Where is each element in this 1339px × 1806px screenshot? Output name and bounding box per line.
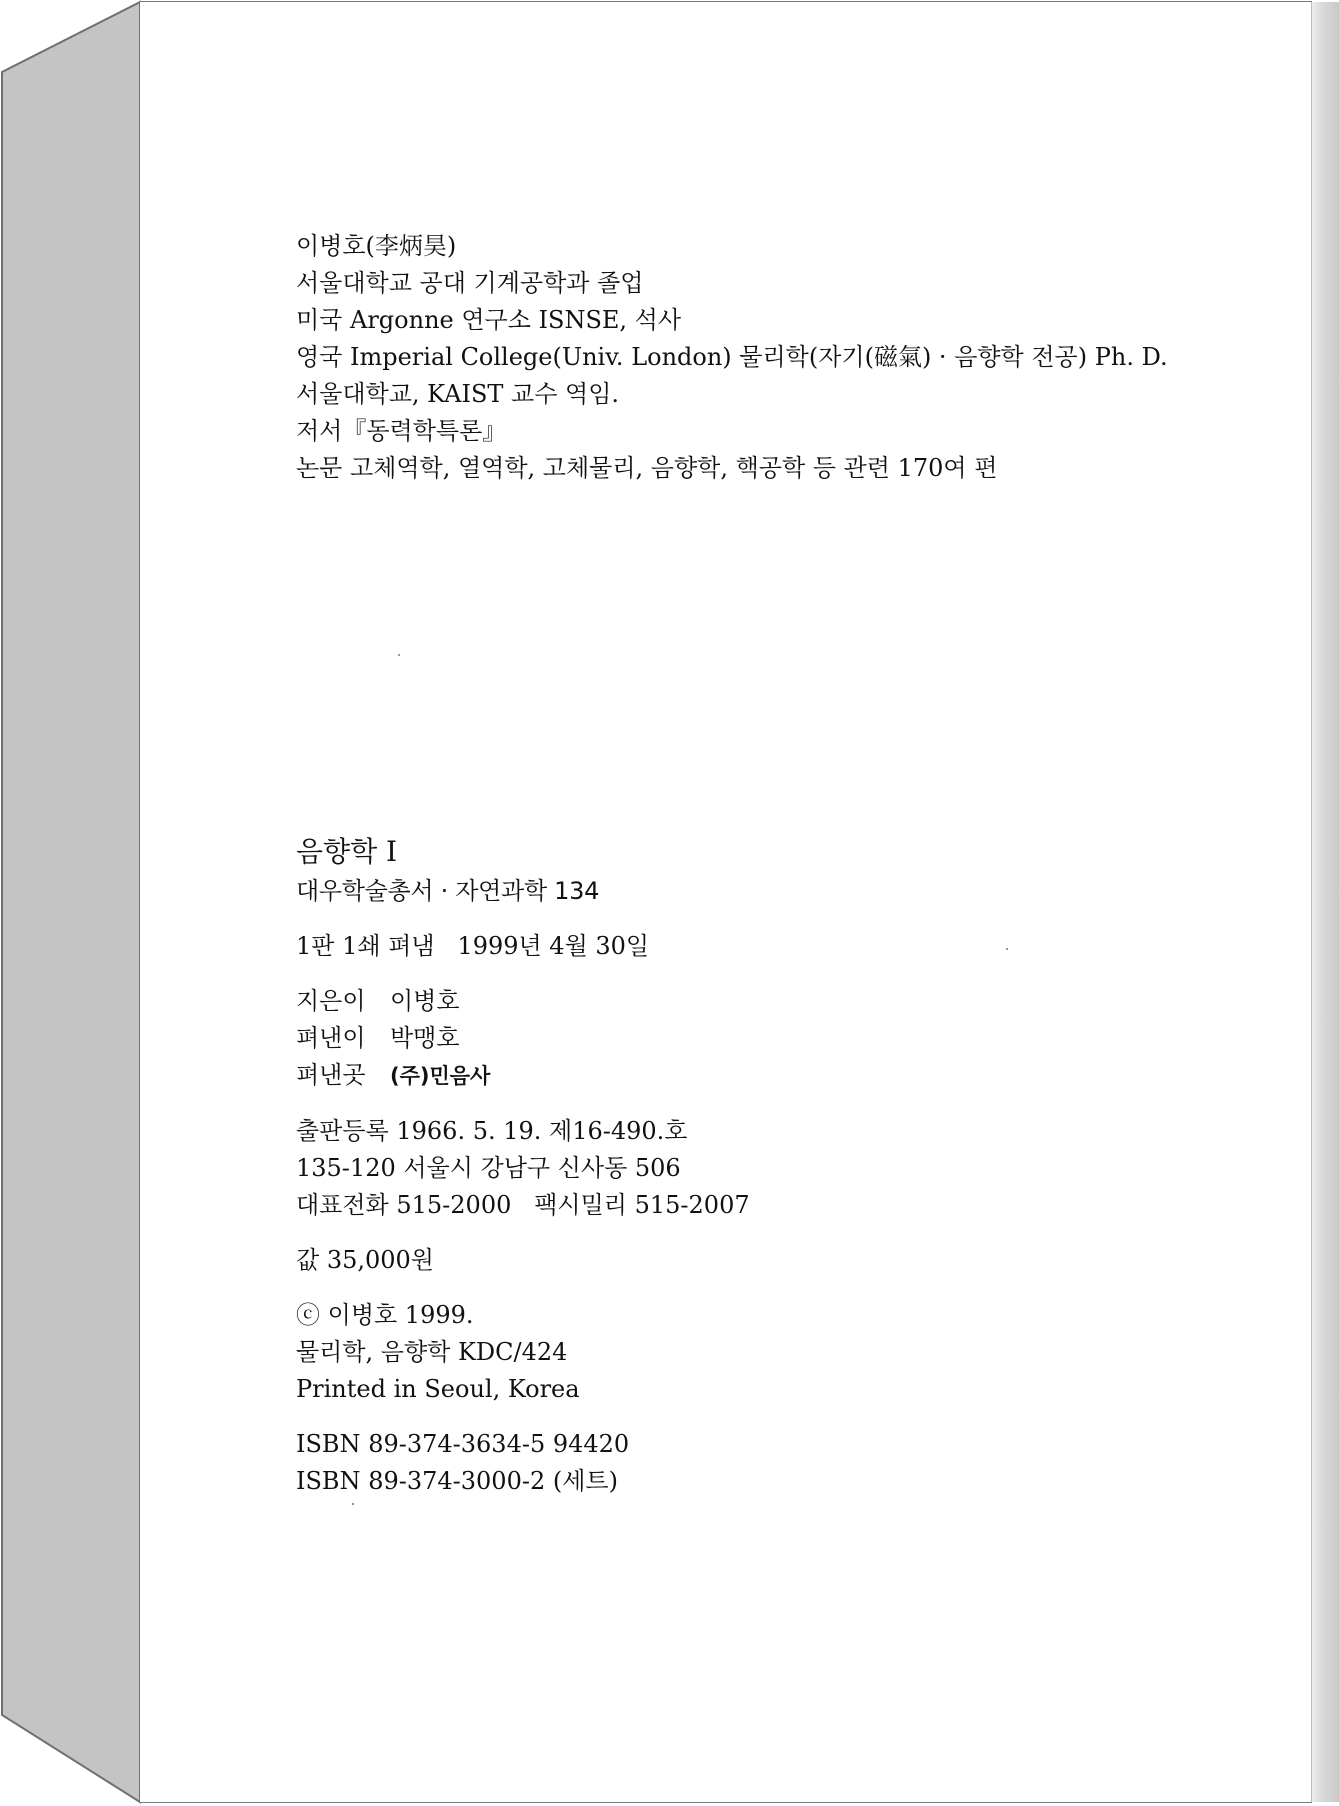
credits-group xyxy=(296,983,750,1095)
bio-line: 영국 Imperial College(Univ. London) 물리학(자기(磁氣) · 음향학 전공) Ph. D. xyxy=(296,343,1168,371)
price-group xyxy=(296,1242,750,1279)
edition-date: 1판 1쇄 펴냄 1999년 4월 30일 xyxy=(296,932,650,960)
bio-line: 논문 고체역학, 열역학, 고체물리, 음향학, 핵공학 등 관련 170여 편 xyxy=(296,454,998,482)
publisher-person-row xyxy=(296,1020,750,1057)
isbn-group xyxy=(296,1426,750,1500)
isbn: ISBN 89-374-3634-5 94420 xyxy=(296,1430,630,1458)
registration-group xyxy=(296,1113,750,1224)
author-label: 지은이 xyxy=(296,987,366,1015)
page-edge xyxy=(1311,2,1339,1802)
bio-line: 서울대학교 공대 기계공학과 졸업 xyxy=(296,269,644,297)
bio-line: 저서『동력학특론』 xyxy=(296,417,507,445)
registration: 출판등록 1966. 5. 19. 제16-490.호 xyxy=(296,1117,688,1145)
printed-in: Printed in Seoul, Korea xyxy=(296,1375,580,1403)
colophon xyxy=(296,832,750,1500)
series-name: 대우학술총서 · 자연과학 134 xyxy=(296,877,600,905)
speck xyxy=(1006,948,1008,950)
speck xyxy=(398,654,400,656)
bio-line: 이병호(李炳昊) xyxy=(296,232,457,260)
isbn-set: ISBN 89-374-3000-2 (세트) xyxy=(296,1467,618,1495)
publisher-label: 펴낸곳 xyxy=(296,1061,366,1089)
classification: 물리학, 음향학 KDC/424 xyxy=(296,1338,568,1366)
publisher-person-name: 박맹호 xyxy=(390,1024,460,1052)
address: 135-120 서울시 강남구 신사동 506 xyxy=(296,1154,681,1182)
phone-fax: 대표전화 515-2000 팩시밀리 515-2007 xyxy=(296,1191,750,1219)
bio-line: 미국 Argonne 연구소 ISNSE, 석사 xyxy=(296,306,682,334)
book-title: 음향학 I xyxy=(296,835,398,868)
author-biography xyxy=(296,228,1168,487)
publisher-name: (주)민음사 xyxy=(390,1064,491,1088)
price: 값 35,000원 xyxy=(296,1246,434,1274)
bio-line: 서울대학교, KAIST 교수 역임. xyxy=(296,380,620,408)
author-row xyxy=(296,983,750,1020)
copyright-group xyxy=(296,1297,750,1408)
publisher-row xyxy=(296,1057,750,1095)
author-name: 이병호 xyxy=(390,987,460,1015)
publisher-person-label: 펴낸이 xyxy=(296,1024,366,1052)
edition-group xyxy=(296,928,750,965)
copyright: ⓒ 이병호 1999. xyxy=(296,1301,474,1329)
speck xyxy=(352,1503,354,1505)
